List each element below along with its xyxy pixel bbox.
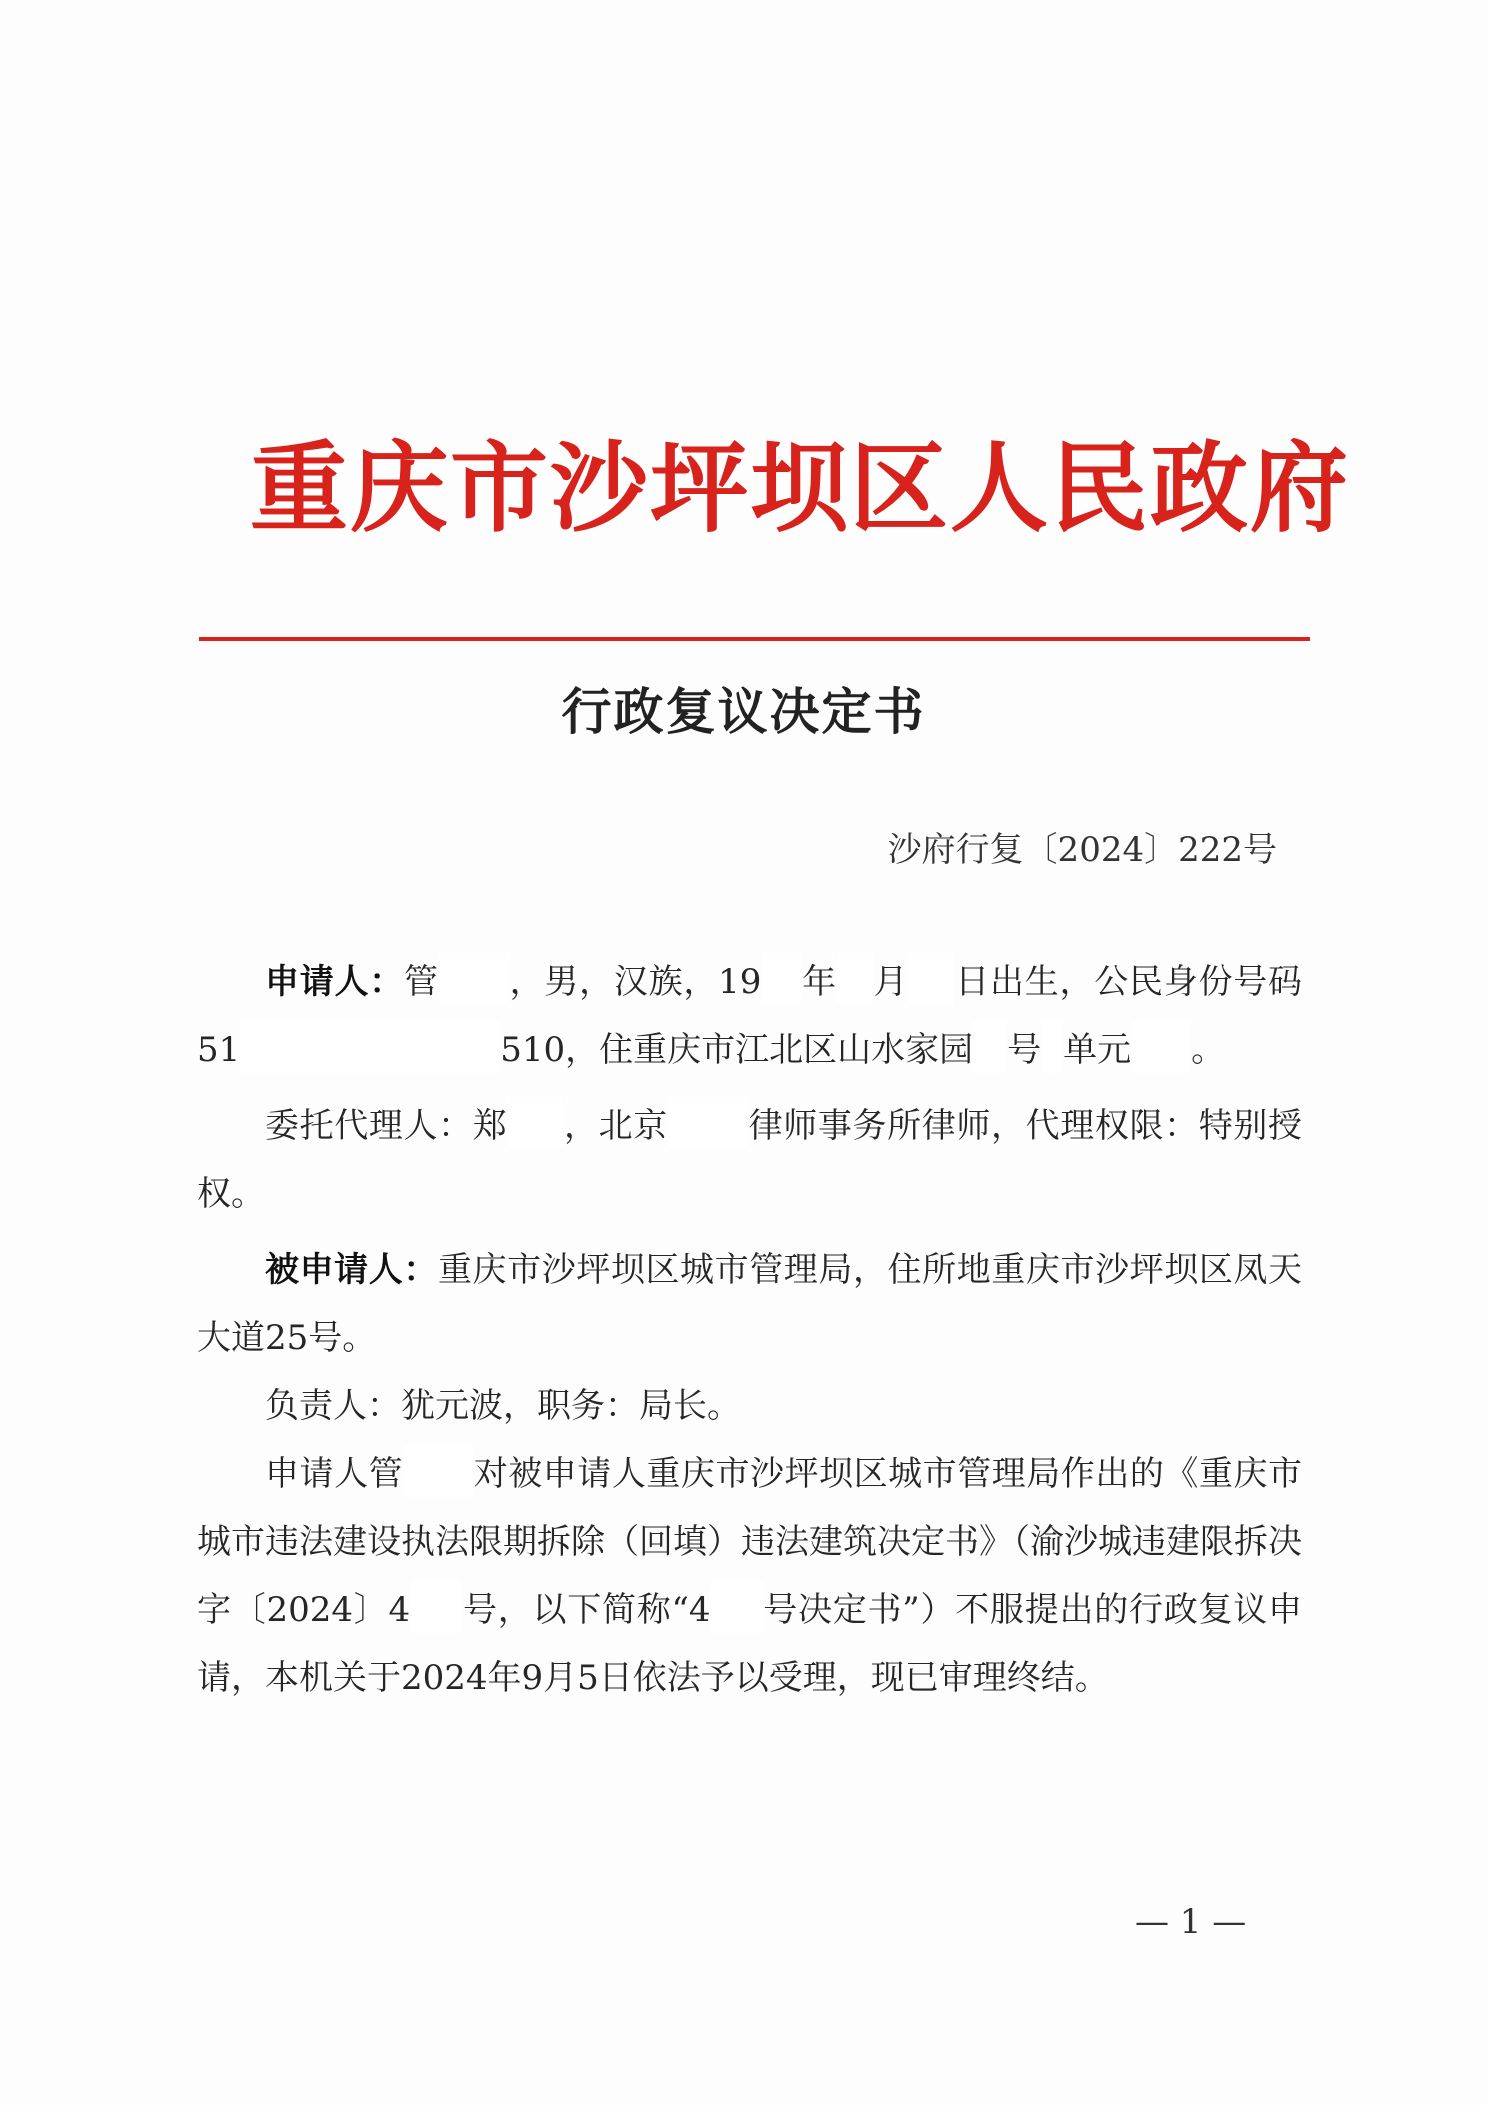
- redaction-block: [439, 953, 509, 1005]
- redaction-block: [410, 1581, 462, 1633]
- applicant-text: 年: [801, 962, 837, 1002]
- applicant-paragraph: [197, 948, 1302, 1084]
- applicant-text: 月: [872, 962, 909, 1002]
- redaction-block: [973, 1021, 1007, 1073]
- redaction-block: [1131, 1021, 1191, 1073]
- redaction-block: [908, 953, 954, 1005]
- redaction-block: [761, 953, 801, 1005]
- redaction-block: [1041, 1021, 1063, 1073]
- applicant-text: 日出生，公民身份号码51: [197, 962, 1303, 1070]
- respondent-text: 重庆市沙坪坝区城市管理局，住所地重庆市沙坪坝区凤天大道25号。: [197, 1250, 1303, 1358]
- applicant-label: 申请人：: [265, 962, 405, 1002]
- respondent-label: 被申请人：: [265, 1250, 438, 1290]
- agent-text: ，北京: [563, 1106, 668, 1146]
- summary-text: 申请人管: [265, 1454, 404, 1494]
- applicant-text: 。: [1191, 1030, 1226, 1070]
- summary-text: 对被申请人重庆市沙坪坝区城市管理局作出的《重庆市城市违法建设执法限期拆除（回填）违法建筑决定书》（渝沙城违建限拆决字〔2024〕4: [197, 1454, 1303, 1630]
- redaction-block: [507, 1097, 563, 1149]
- document-type-heading: 行政复议决定书: [561, 682, 926, 741]
- document-number: 沙府行复〔2024〕222号: [887, 830, 1277, 870]
- redaction-block: [837, 953, 873, 1005]
- red-separator-line: [199, 637, 1310, 641]
- agent-paragraph: [197, 1092, 1302, 1228]
- agent-text: 委托代理人：郑: [265, 1106, 508, 1146]
- summary-text: 号决定书”）不服提出的行政复议申请，本机关于2024年9月5日依法予以受理，现已审理终结。: [197, 1590, 1302, 1698]
- redaction-block: [711, 1581, 763, 1633]
- applicant-text: ，男，汉族，19: [508, 962, 762, 1002]
- applicant-text: 管: [404, 962, 439, 1002]
- respondent-paragraph: [197, 1236, 1302, 1372]
- case-summary-paragraph: [197, 1440, 1302, 1712]
- applicant-text: 单元: [1063, 1030, 1132, 1070]
- head-person-paragraph: 负责人：犹元波，职务：局长。: [265, 1386, 741, 1426]
- redaction-block: [240, 1021, 500, 1073]
- applicant-text: 510，住重庆市江北区山水家园: [500, 1030, 974, 1070]
- agent-text: 律师事务所律师，代理权限：特别授权。: [197, 1106, 1303, 1214]
- summary-text: 号，以下简称“4: [462, 1590, 711, 1630]
- applicant-text: 号: [1007, 1030, 1042, 1070]
- redaction-block: [403, 1445, 473, 1497]
- issuing-authority-title: 重庆市沙坪坝区人民政府: [250, 431, 1351, 546]
- redaction-block: [668, 1097, 748, 1149]
- page-number: — 1 —: [1135, 1902, 1247, 1942]
- document-body: [197, 948, 1302, 1712]
